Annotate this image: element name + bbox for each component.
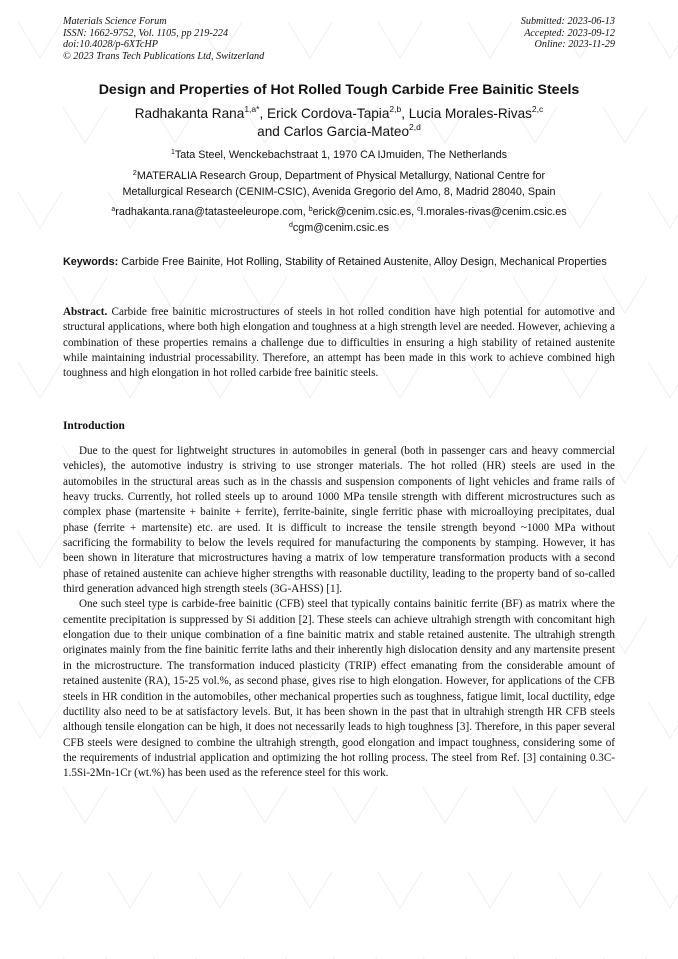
journal-copyright: © 2023 Trans Tech Publications Ltd, Switzerland [63,50,265,62]
watermark-mark [468,872,512,908]
email-a[interactable]: radhakanta.rana@tatasteeleurope.com, [115,206,309,218]
watermark-mark [288,872,332,908]
paragraph: One such steel type is carbide-free bainitic (CFB) steel that typically contains bainitic ferrite (BF) as matrix where the cementite precipitation is suppressed by Si addition [2]. These steels can achieve ultrahigh strength with concomitant high elongation due to their unique combination of a fine bainitic matrix and stable retained austenite. The ultrahigh strength originates mainly from the fine bainitic ferrite laths and their inherently high dislocation density and any martensite present in the microstructure. The transformation induced plasticity (TRIP) effect emanating from the considerable amount of retained austenite (RA), 15-25 vol.%, as second phase, gives rise to high elongation. However, for applications of the CFB steels in HR condition in the automobiles, other mechanical properties such as toughness, fatigue limit, local ductility, edge ductility also need to be at satisfactory levels. But, it has been shown in the past that in ultrahigh strength HR CFB steels although tensile elongation can be high, it does not necessarily leads to high toughness [3]. Therefore, in this paper several CFB steels were designed to combine the ultrahigh strength, good elongation and impact toughness, considering some of the requirements of industrial application and optimizing the hot rolling process. The steel from Ref. [3] containing 0.3C-1.5Si-2Mn-1Cr (wt.%) has been used as the reference steel for this work. [63,598,615,780]
email-d[interactable]: cgm@cenim.csic.es [292,221,390,234]
watermark-mark [18,702,62,738]
watermark-mark [558,872,602,908]
email-sup: c [417,206,421,213]
date-accepted: Accepted: 2023-09-12 [524,27,615,39]
affiliation-text: MATERALIA Research Group, Department of Physical Metallurgy, National Centre for [136,170,546,182]
author-line-1 [40,105,638,123]
affiliation-sup: 2 [132,170,137,177]
abstract-text: Carbide free bainitic microstructures of steels in hot rolled condition have high potential for automotive and structural applications, where both high elongation and toughness at a high strength level are needed. However, achieving a combination of these properties remains a challenge due to difficulties in ensuring a high stability of retained austenite while maintaining industrial processability. Therefore, an attempt has been made in this work to achieve combined high toughness and high elongation in hot rolled carbide free bainitic steels. [63,306,615,380]
abstract [63,305,615,382]
email-sup: b [308,206,313,213]
watermark-mark [18,872,62,908]
watermark-mark [333,787,377,823]
email-line-1 [40,205,638,221]
author-list [40,105,638,141]
email-line-2 [40,221,638,237]
watermark-mark [648,22,678,58]
date-online: Online: 2023-11-29 [534,39,615,51]
watermark-mark [63,787,107,823]
author-name: and Carlos Garcia-Mateo [257,124,410,139]
author-name: Radhakanta Rana [134,106,245,121]
email-b[interactable]: erick@cenim.csic.es, [312,206,418,218]
paragraph: Due to the quest for lightweight structures in automobiles in general (both in passenger cars and heavy commercial vehicles), the automotive industry is striving to use stronger materials. The hot rolled (HR) steels are used in the automobiles in the structural areas such as in the chassis and suspension components of light vehicles and frame rails of heavy trucks. Currently, hot rolled steels up to around 1000 MPa tensile strength with different microstructures such as complex phase (martensite + bainite + ferrite), ferrite-bainite, single ferritic phase with microalloying precipitates, dual phase (ferrite + martensite) etc. are used. It is difficult to increase the tensile strength beyond ~1000 MPa without sacrificing the formability to below the levels required for manufacturing the components by stamping. However, it has been shown in literature that microstructures having a matrix of low temperature transformation products with a second phase of retained austenite can achieve higher strengths with reasonable ductility, leading to the property band of so-called third generation advanced high strength steels (3G-AHSS) [1]. [63,445,615,596]
keywords [63,255,615,271]
keywords-text: Carbide Free Bainite, Hot Rolling, Stability of Retained Austenite, Alloy Design, Mechanical Properties [118,256,607,268]
author-affil-sup: 2,d [409,122,421,132]
author-line-2 [40,123,638,141]
introduction-body [63,444,615,782]
journal-name: Materials Science Forum [63,16,167,27]
watermark-mark [648,532,678,568]
watermark-mark [378,872,422,908]
email-c[interactable]: l.morales-rivas@cenim.csic.es [420,206,567,218]
watermark-mark [18,22,62,58]
author-separator: , [401,106,409,121]
email-sup: a [111,206,116,213]
date-submitted: Submitted: 2023-06-13 [520,16,615,27]
watermark-mark [153,787,197,823]
journal-doi[interactable]: doi:10.4028/p-6XTcHP [63,39,158,51]
watermark-mark [198,872,242,908]
submission-dates [395,16,615,51]
author-name: Lucia Morales-Rivas [408,106,532,121]
watermark-mark [603,787,647,823]
journal-info [63,16,383,62]
affiliation-1 [40,148,638,164]
affiliation-sup: 1 [170,149,175,156]
affiliation-2-line-1 [40,169,638,185]
watermark-mark [108,872,152,908]
watermark-mark [513,787,557,823]
abstract-label: Abstract. [63,306,108,318]
author-affil-sup: 2,c [531,104,544,114]
email-list [40,205,638,236]
affiliation-2-line-2: Metallurgical Research (CENIM-CSIC), Avenida Gregorio del Amo, 8, Madrid 28040, Spain [122,185,556,198]
keywords-label: Keywords: [63,256,119,268]
section-heading-introduction: Introduction [63,420,125,432]
watermark-mark [243,787,287,823]
author-separator: , [259,106,267,121]
watermark-mark [648,872,678,908]
author-affil-sup: 1,a* [244,104,260,114]
journal-issn: ISSN: 1662-9752, Vol. 1105, pp 219-224 [63,27,229,39]
paper-title: Design and Properties of Hot Rolled Tough Carbide Free Bainitic Steels [98,82,580,98]
author-affil-sup: 2,b [389,104,402,114]
watermark-mark [648,362,678,398]
affiliation-text: Tata Steel, Wenckebachstraat 1, 1970 CA IJmuiden, The Netherlands [174,149,507,161]
watermark-mark [423,787,467,823]
watermark-mark [18,362,62,398]
watermark-mark [18,532,62,568]
watermark-mark [648,702,678,738]
author-name: Erick Cordova-Tapia [267,106,390,121]
affiliation-2 [40,169,638,200]
watermark-mark [648,192,678,228]
email-sup: d [288,221,293,229]
